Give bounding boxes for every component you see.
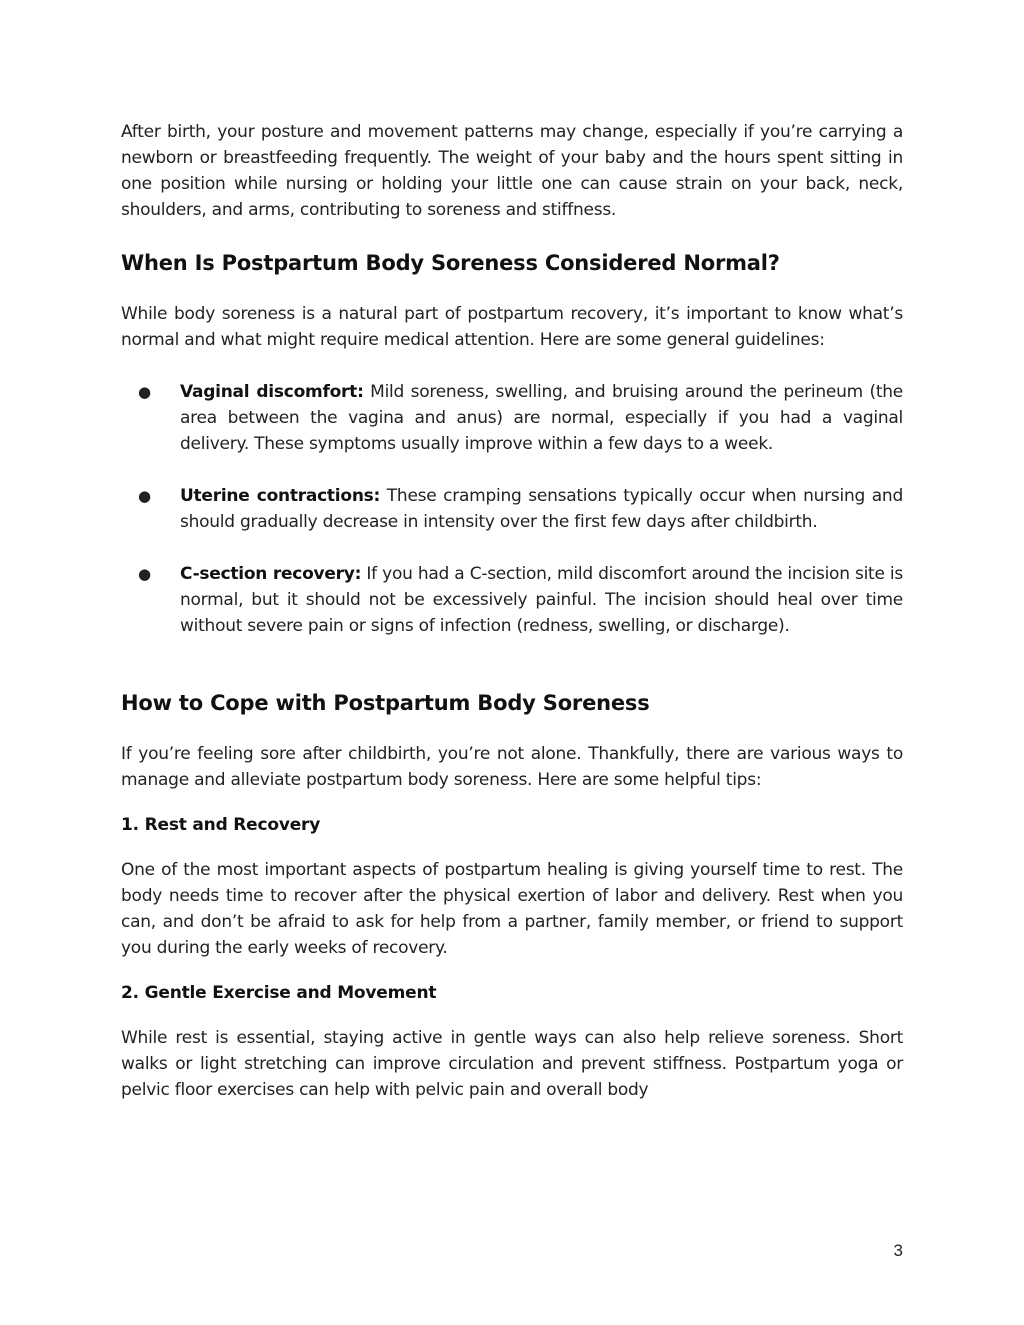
section-heading-normal: When Is Postpartum Body Soreness Considered Normal? <box>121 251 780 275</box>
list-item-term: Vaginal discomfort: <box>180 382 364 402</box>
list-item-text: If you had a C-section, mild discomfort around the incision site is normal, but it should not be excessively painful. The incision should heal over time without severe pain or signs of infection (redness, swelling, or discharge). <box>180 564 903 636</box>
list-item-term: C-section recovery: <box>180 564 362 584</box>
tip-heading-rest: 1. Rest and Recovery <box>121 815 321 835</box>
bullet-icon: ● <box>138 565 151 583</box>
bullet-icon: ● <box>138 487 151 505</box>
bullet-icon: ● <box>138 383 151 401</box>
intro-paragraph: After birth, your posture and movement patterns may change, especially if you’re carrying a newborn or breastfeeding frequently. The weight of your baby and the hours spent sitting in one position while nursing or holding your little one can cause strain on your back, neck, shoulders, and arms, contributing to soreness and stiffness. <box>121 122 903 220</box>
list-item-text: Mild soreness, swelling, and bruising around the perineum (the area between the vagina and anus) are normal, especially if you had a vaginal delivery. These symptoms usually improve within a few days to a week. <box>180 382 903 454</box>
list-item-text: These cramping sensations typically occur when nursing and should gradually decrease in intensity over the first few days after childbirth. <box>180 486 903 532</box>
tip-heading-exercise: 2. Gentle Exercise and Movement <box>121 983 437 1003</box>
list-item <box>121 379 903 457</box>
tip-paragraph-rest: One of the most important aspects of postpartum healing is giving yourself time to rest. The body needs time to recover after the physical exertion of labor and delivery. Rest when you can, and don’t be afraid to ask for help from a partner, family member, or friend to support you during the early weeks of recovery. <box>121 860 903 958</box>
normal-section-paragraph: While body soreness is a natural part of postpartum recovery, it’s important to know what’s normal and what might require medical attention. Here are some general guidelines: <box>121 304 903 350</box>
section-heading-cope: How to Cope with Postpartum Body Soreness <box>121 691 650 715</box>
document-page <box>121 119 903 1103</box>
cope-section-paragraph: If you’re feeling sore after childbirth, you’re not alone. Thankfully, there are various ways to manage and alleviate postpartum body soreness. Here are some helpful tips: <box>121 744 903 790</box>
list-item <box>121 561 903 639</box>
tip-paragraph-exercise: While rest is essential, staying active in gentle ways can also help relieve soreness. Short walks or light stretching can improve circulation and prevent stiffness. Postpartum yoga or pelvic floor exercises can help with pelvic pain and overall body <box>121 1028 903 1100</box>
list-item-term: Uterine contractions: <box>180 486 381 506</box>
list-item <box>121 483 903 535</box>
guidelines-list <box>121 379 903 639</box>
page-number: 3 <box>893 1241 903 1260</box>
